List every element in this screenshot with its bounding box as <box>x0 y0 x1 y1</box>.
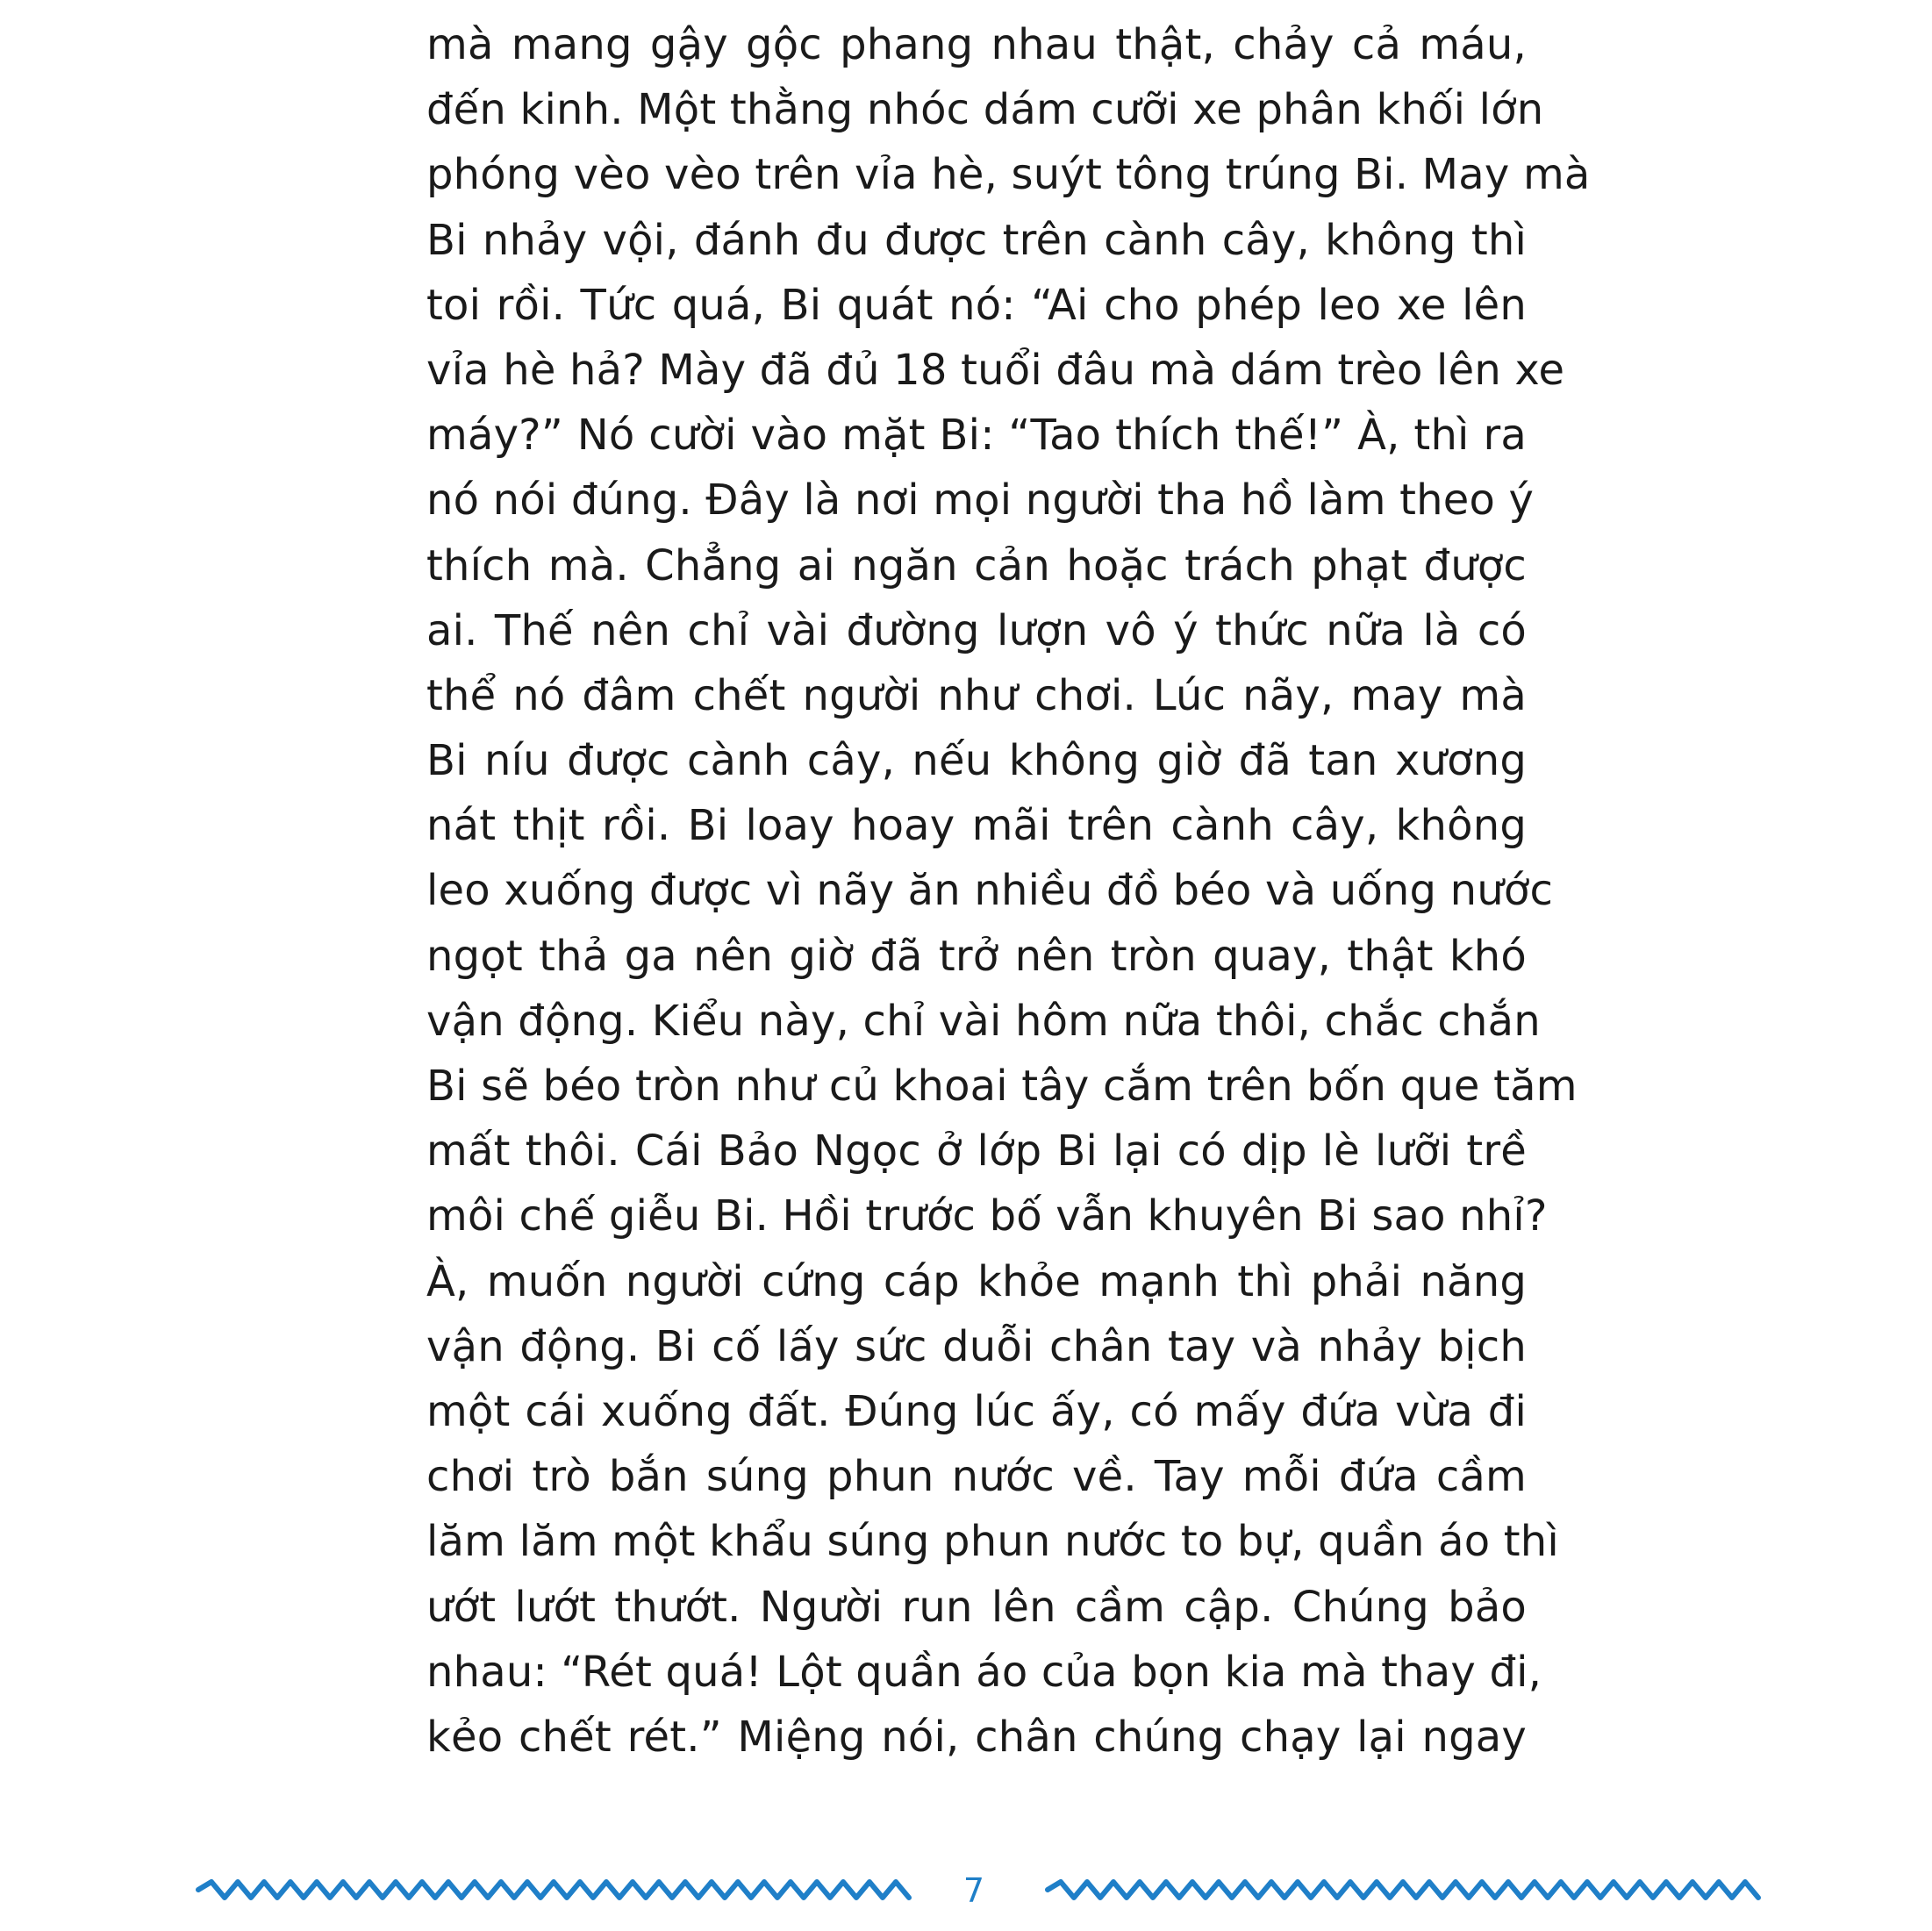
wavy-line-right-icon <box>1044 1870 1764 1909</box>
text-line: vỉa hè hả? Mày đã đủ 18 tuổi đâu mà dám trèo lên xe <box>426 345 1565 395</box>
text-line: phóng vèo vèo trên vỉa hè, suýt tông trúng Bi. May mà <box>426 150 1591 200</box>
wave-stroke <box>1048 1882 1758 1898</box>
text-line: một cái xuống đất. Đúng lúc ấy, có mấy đứa vừa đi <box>426 1386 1527 1436</box>
text-line: vận động. Kiểu này, chỉ vài hôm nữa thôi, chắc chắn <box>426 996 1541 1046</box>
text-line: toi rồi. Tức quá, Bi quát nó: “Ai cho phép leo xe lên <box>426 280 1527 330</box>
text-line: mất thôi. Cái Bảo Ngọc ở lớp Bi lại có dịp lè lưỡi trề <box>426 1126 1527 1176</box>
text-line: đến kinh. Một thằng nhóc dám cưỡi xe phân khối lớn <box>426 85 1544 135</box>
page-footer <box>0 1860 1932 1921</box>
text-line: kẻo chết rét.” Miệng nói, chân chúng chạy lại ngay <box>426 1712 1527 1762</box>
text-line: À, muốn người cứng cáp khỏe mạnh thì phải năng <box>426 1256 1527 1306</box>
text-line: ướt lướt thướt. Người run lên cầm cập. Chúng bảo <box>426 1582 1527 1632</box>
wave-stroke <box>198 1882 909 1898</box>
text-line: nhau: “Rét quá! Lột quần áo của bọn kia mà thay đi, <box>426 1647 1542 1697</box>
text-line: ai. Thế nên chỉ vài đường lượn vô ý thức nữa là có <box>426 605 1527 655</box>
text-line: ngọt thả ga nên giờ đã trở nên tròn quay, thật khó <box>426 931 1527 981</box>
text-line: máy?” Nó cười vào mặt Bi: “Tao thích thế!” À, thì ra <box>426 411 1527 461</box>
body-text <box>426 12 1591 1770</box>
text-line: Bi nhảy vội, đánh đu được trên cành cây, không thì <box>426 215 1527 265</box>
text-line: chơi trò bắn súng phun nước về. Tay mỗi đứa cầm <box>426 1452 1527 1502</box>
text-line: môi chế giễu Bi. Hồi trước bố vẫn khuyên Bi sao nhỉ? <box>426 1191 1548 1241</box>
wavy-line-left-icon <box>195 1870 914 1909</box>
text-line: nó nói đúng. Đây là nơi mọi người tha hồ làm theo ý <box>426 476 1535 526</box>
text-line: vận động. Bi cố lấy sức duỗi chân tay và nhảy bịch <box>426 1321 1527 1371</box>
text-line: Bi sẽ béo tròn như củ khoai tây cắm trên bốn que tăm <box>426 1062 1578 1111</box>
text-line: nát thịt rồi. Bi loay hoay mãi trên cành cây, không <box>426 801 1527 851</box>
text-line: lăm lăm một khẩu súng phun nước to bự, quần áo thì <box>426 1517 1559 1567</box>
text-line: thích mà. Chẳng ai ngăn cản hoặc trách phạt được <box>426 540 1527 590</box>
page-number: 7 <box>962 1871 985 1910</box>
text-line: leo xuống được vì nãy ăn nhiều đồ béo và uống nước <box>426 866 1554 916</box>
text-line: thể nó đâm chết người như chơi. Lúc nãy, may mà <box>426 670 1527 720</box>
text-line: mà mang gậy gộc phang nhau thật, chảy cả máu, <box>426 20 1527 69</box>
text-line: Bi níu được cành cây, nếu không giờ đã tan xương <box>426 736 1527 786</box>
